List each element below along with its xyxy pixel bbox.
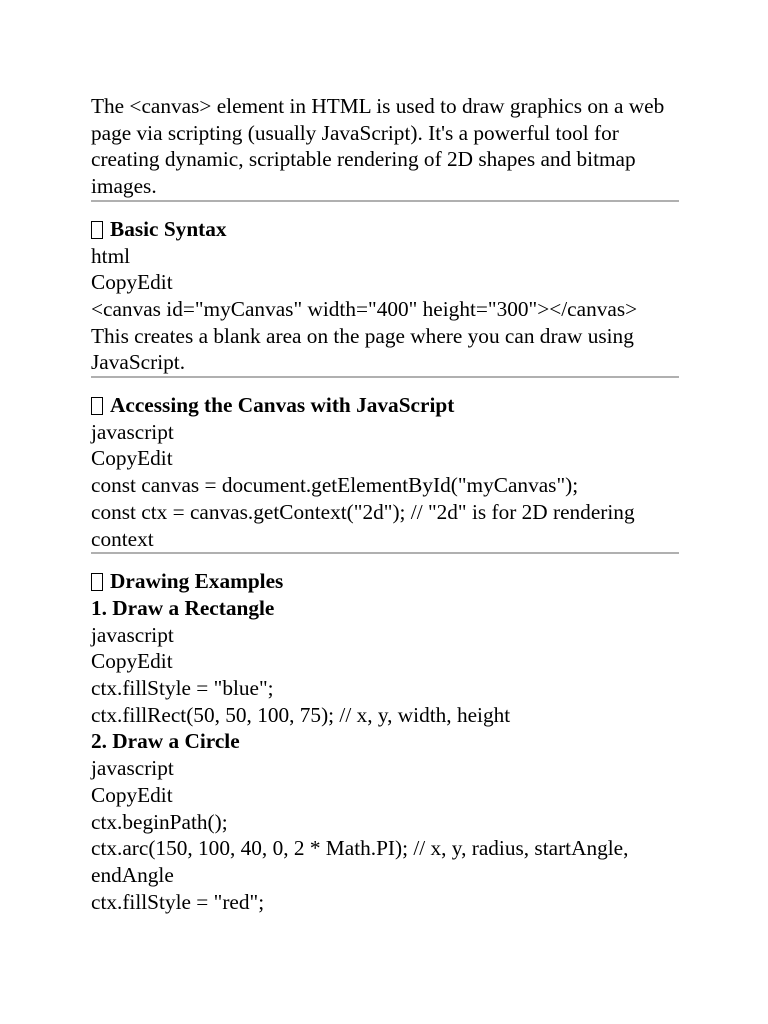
missing-glyph-icon [91,221,103,239]
code-line: ctx.fillStyle = "red"; [91,889,265,914]
code-line: <canvas id="myCanvas" width="400" height="300"></canvas> [91,296,638,321]
section-divider [91,376,679,378]
section-heading-text: Accessing the Canvas with JavaScript [110,393,455,418]
code-line: ctx.fillStyle = "blue"; [91,676,274,701]
section-heading [91,392,679,419]
code-language-label: javascript [91,419,174,444]
code-line: ctx.fillRect(50, 50, 100, 75); // x, y, width, height [91,702,511,727]
copy-edit-label: CopyEdit [91,446,173,471]
section-divider [91,552,679,554]
code-language-label: javascript [91,622,174,647]
subsection-heading: 1. Draw a Rectangle [91,595,275,620]
section-heading-text: Basic Syntax [110,216,227,241]
copy-edit-label: CopyEdit [91,782,173,807]
code-line: const canvas = document.getElementById("myCanvas"); [91,473,579,498]
section-accessing-canvas [91,392,679,552]
missing-glyph-icon [91,573,103,591]
document-page [91,93,679,915]
copy-edit-label: CopyEdit [91,649,173,674]
code-line: ctx.beginPath(); [91,809,228,834]
missing-glyph-icon [91,397,103,415]
section-heading [91,216,679,243]
section-drawing-examples [91,568,679,915]
code-language-label: javascript [91,756,174,781]
section-heading-text: Drawing Examples [110,569,284,594]
code-language-label: html [91,243,131,268]
section-basic-syntax [91,216,679,376]
subsection-heading: 2. Draw a Circle [91,729,240,754]
section-divider [91,200,679,202]
code-line: ctx.arc(150, 100, 40, 0, 2 * Math.PI); // x, y, radius, startAngle, endAngle [91,836,629,887]
section-heading [91,568,679,595]
intro-paragraph: The <canvas> element in HTML is used to draw graphics on a web page via scripting (usually JavaScript). It's a powerful tool for creating dynamic, scriptable rendering of 2D shapes and bitmap images. [91,94,665,199]
copy-edit-label: CopyEdit [91,270,173,295]
section-paragraph: This creates a blank area on the page where you can draw using JavaScript. [91,323,634,375]
code-line: const ctx = canvas.getContext("2d"); // "2d" is for 2D rendering context [91,499,635,551]
